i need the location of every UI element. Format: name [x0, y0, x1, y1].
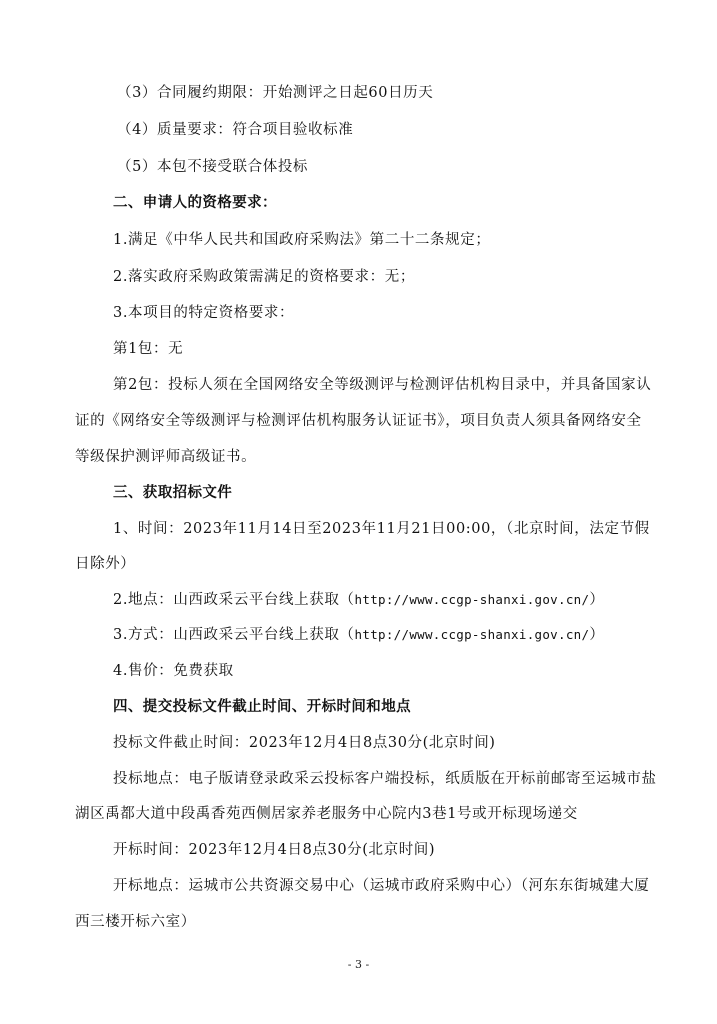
contract-period-line: （3）合同履约期限：开始测评之日起60日历天 — [117, 85, 434, 101]
obtain-time-line-1: 1、时间：2023年11月14日至2023年11月21日00:00，（北京时间，法定节假 — [113, 521, 650, 537]
no-consortium-line: （5）本包不接受联合体投标 — [117, 159, 309, 175]
qualification-item-2: 2.落实政府采购政策需满足的资格要求：无； — [113, 269, 415, 285]
obtain-time-line-2: 日除外） — [75, 556, 136, 572]
obtain-method-line — [113, 625, 604, 645]
qualification-item-3: 3.本项目的特定资格要求： — [113, 305, 295, 321]
opening-time-line: 开标时间：2023年12月4日8点30分(北京时间) — [113, 842, 436, 858]
obtain-method-text: 3.方式：山西政采云平台线上获取（ — [113, 627, 355, 643]
package-2-requirement-line-1: 第2包：投标人须在全国网络安全等级测评与检测评估机构目录中，并具备国家认 — [113, 377, 652, 393]
package-1-requirement: 第1包：无 — [113, 341, 184, 357]
submission-location-line-2: 湖区禹都大道中段禹香苑西侧居家养老服务中心院内3巷1号或开标现场递交 — [75, 806, 578, 822]
submission-deadline-line: 投标文件截止时间：2023年12月4日8点30分(北京时间) — [113, 735, 496, 751]
opening-location-line-1: 开标地点：运城市公共资源交易中心（运城市政府采购中心）（河东东街城建大厦 — [113, 878, 650, 894]
obtain-location-text: 2.地点：山西政采云平台线上获取（ — [113, 592, 355, 608]
obtain-location-url[interactable]: http://www.ccgp-shanxi.gov.cn/ — [354, 592, 590, 607]
section-heading-obtain-documents: 三、获取招标文件 — [113, 485, 233, 501]
package-2-requirement-line-2: 证的《网络安全等级测评与检测评估机构服务认证证书》，项目负责人须具备网络安全 — [75, 413, 642, 429]
submission-location-line-1: 投标地点：电子版请登录政采云投标客户端投标，纸质版在开标前邮寄至运城市盐 — [113, 771, 657, 787]
quality-requirement-line: （4）质量要求：符合项目验收标准 — [117, 122, 354, 138]
price-line: 4.售价：免费获取 — [113, 663, 234, 679]
page-number: - 3 - — [347, 958, 370, 971]
qualification-item-1: 1.满足《中华人民共和国政府采购法》第二十二条规定； — [113, 232, 491, 248]
package-2-requirement-line-3: 等级保护测评师高级证书。 — [75, 449, 257, 465]
obtain-location-close: ） — [589, 592, 605, 608]
opening-location-line-2: 西三楼开标六室） — [75, 914, 196, 930]
section-heading-qualifications: 二、申请人的资格要求： — [113, 195, 277, 211]
obtain-method-url[interactable]: http://www.ccgp-shanxi.gov.cn/ — [354, 627, 590, 642]
obtain-method-close: ） — [589, 627, 605, 643]
obtain-location-line — [113, 590, 604, 610]
section-heading-submission: 四、提交投标文件截止时间、开标时间和地点 — [113, 699, 411, 715]
